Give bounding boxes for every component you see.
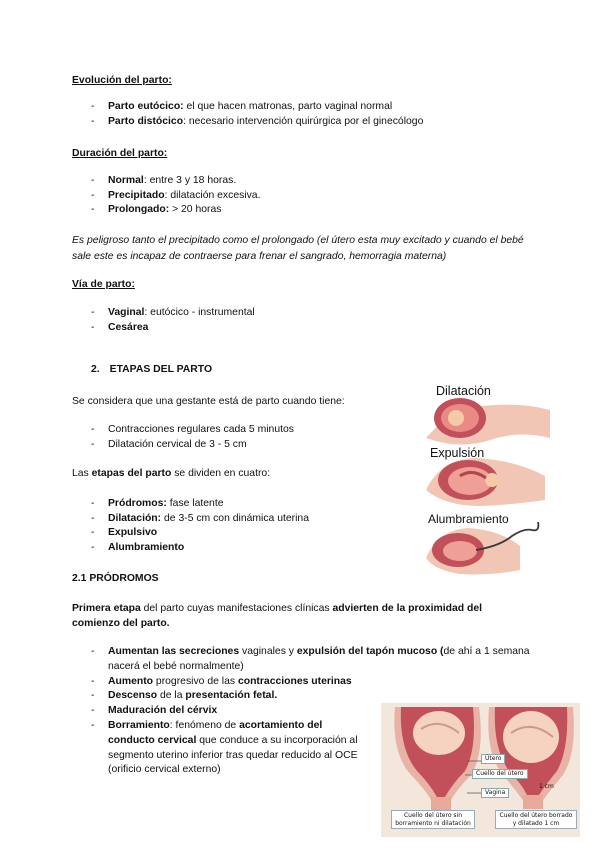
list-item: - Parto eutócico: el que hacen matronas, parto vaginal normal bbox=[91, 100, 551, 115]
heading-via: Vía de parto: bbox=[72, 279, 135, 290]
list-item: - Parto distócico: necesario intervención quirúrgica por el ginecólogo bbox=[91, 115, 551, 130]
list-item: - Vaginal: eutócico - instrumental bbox=[91, 306, 391, 321]
stage-drawing bbox=[420, 380, 550, 578]
caption-right: Cuello del útero borrado y dilatado 1 cm bbox=[495, 810, 577, 829]
duracion-list bbox=[91, 174, 551, 218]
via-list bbox=[91, 306, 391, 335]
list-item: - Prolongado: > 20 horas bbox=[91, 203, 551, 218]
label-cuello: Cuello del útero bbox=[472, 769, 528, 779]
conditions-list bbox=[91, 423, 391, 452]
prodromos-paragraph: Primera etapa del parto cuyas manifestaciones clínicas advierten de la proximidad del comienzo del parto. bbox=[72, 603, 483, 629]
list-item: - Aumento progresivo de las contracciones uterinas bbox=[91, 675, 398, 690]
evolucion-list bbox=[91, 100, 551, 129]
list-item: - Borramiento: fenómeno de acortamiento del conducto cervical que conduce a su incorporación al segmento uterino inferior tras quedar reducido al OCE (orificio cervical externo) bbox=[91, 719, 370, 778]
cervix-illustration bbox=[381, 703, 580, 837]
etapas-divide: Las etapas del parto se dividen en cuatro: bbox=[72, 468, 271, 479]
list-item: - Alumbramiento bbox=[91, 541, 391, 556]
heading-evolucion: Evolución del parto: bbox=[72, 75, 172, 86]
stage-label-expulsion: Expulsión bbox=[430, 446, 485, 460]
stage-label-alumbramiento: Alumbramiento bbox=[428, 512, 509, 526]
stages-list bbox=[91, 497, 391, 555]
list-item: - Descenso de la presentación fetal. bbox=[91, 689, 398, 704]
list-item: - Maduración del cérvix bbox=[91, 704, 398, 719]
list-item: - Cesárea bbox=[91, 321, 391, 336]
list-item: - Dilatación: de 3-5 cm con dinámica uterina bbox=[91, 512, 391, 527]
placenta-drawing bbox=[426, 522, 538, 575]
list-item: - Dilatación cervical de 3 - 5 cm bbox=[91, 438, 391, 453]
label-vagina: Vagina bbox=[481, 788, 509, 798]
section-title-etapas: 2. ETAPAS DEL PARTO bbox=[91, 364, 213, 375]
heading-duracion: Duración del parto: bbox=[72, 148, 168, 159]
caption-left: Cuello del útero sin borramiento ni dilatación bbox=[391, 810, 475, 829]
etapas-intro: Se considera que una gestante está de parto cuando tiene: bbox=[72, 396, 345, 407]
list-item: - Expulsivo bbox=[91, 526, 391, 541]
cervix-left-drawing bbox=[394, 707, 480, 811]
list-item: - Contracciones regulares cada 5 minutos bbox=[91, 423, 391, 438]
list-item: - Normal: entre 3 y 18 horas. bbox=[91, 174, 551, 189]
stage-label-dilatacion: Dilatación bbox=[436, 384, 491, 398]
label-utero: Útero bbox=[481, 754, 505, 764]
dilatation-drawing bbox=[426, 398, 550, 445]
label-1cm: 1 cm bbox=[539, 783, 554, 790]
list-item: - Precipitado: dilatación excesiva. bbox=[91, 189, 551, 204]
section-title-prodromos: 2.1 PRÓDROMOS bbox=[72, 573, 159, 584]
birth-stages-illustration bbox=[420, 380, 550, 578]
list-item: - Aumentan las secreciones vaginales y expulsión del tapón mucoso (de ahí a 1 semana nacerá el bebé normalmente) bbox=[91, 645, 542, 675]
expulsion-drawing bbox=[426, 458, 545, 506]
list-item: - Pródromos: fase latente bbox=[91, 497, 391, 512]
duracion-note: Es peligroso tanto el precipitado como el prolongado (el útero esta muy excitado y cuando el bebé sale este es incapaz de contraerse para frenar el sangrado, hemorragia materna) bbox=[72, 235, 524, 262]
